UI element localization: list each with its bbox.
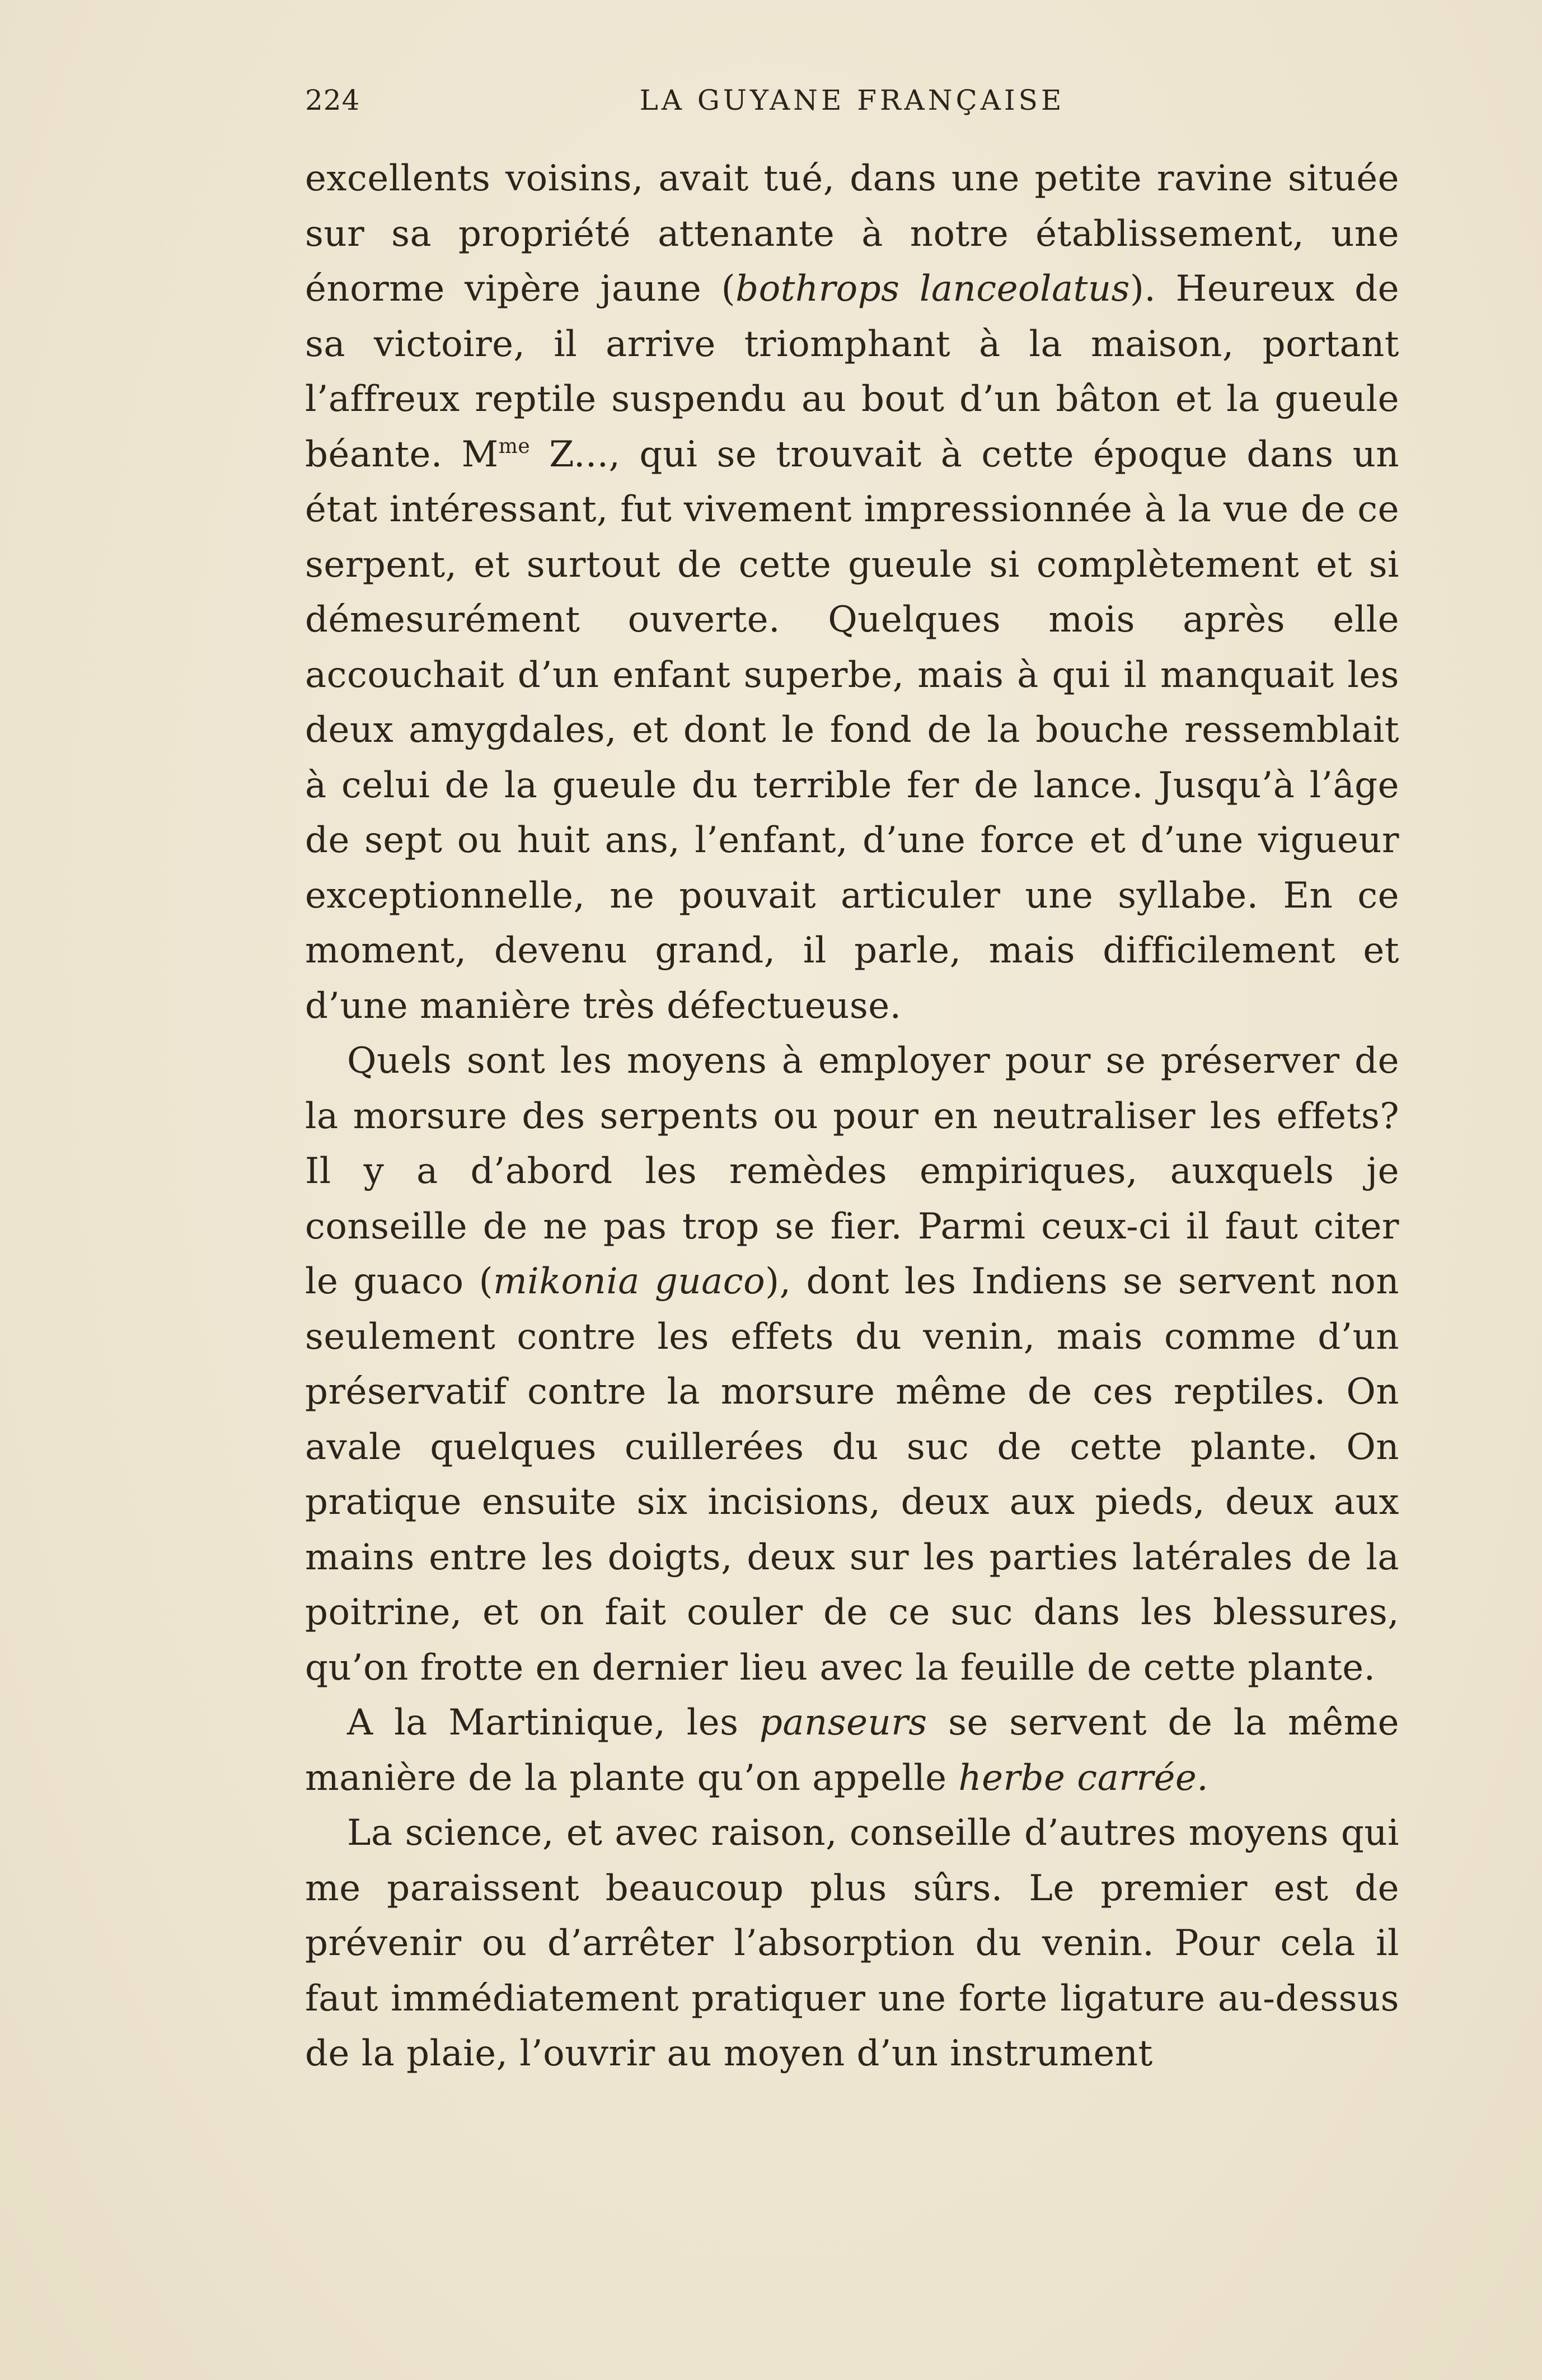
paragraph-2	[305, 1034, 1399, 1695]
paragraph-1-text-d: Z..., qui se trouvait à cette époque dans un état intéressant, fut vivement impressionnée à la vue de ce serpent, et surtout de cette gueule si complètement et si démesurément ouverte. Quelques mois après elle accouchait d’un enfant superbe, mais à qui il manquait les deux amygdales, et dont le fond de la bouche ressemblait à celui de la gueule du terrible fer de lance. Jusqu’à l’âge de sept ou huit ans, l’enfant, d’une force et d’une vigueur exceptionnelle, ne pouvait articuler une syllabe. En ce moment, devenu grand, il parle, mais difficilement et d’une manière très défectueuse.	[305, 433, 1400, 1027]
paragraph-1	[305, 151, 1399, 1034]
paragraph-1-text-c: ). Heureux de sa victoire, il arrive triomphant à la maison, portant l’affreux reptile suspendu au bout d’un bâton et la gueule béante. M	[305, 268, 1400, 475]
paragraph-2-text-c: ), dont les Indiens se servent non seulement contre les effets du venin, mais comme d’un préservatif contre la morsure même de ces reptiles. On avale quelques cuillerées du suc de cette plante. On pratique ensuite six incisions, deux aux pieds, deux aux mains entre les doigts, deux sur les parties latérales de la poitrine, et on fait couler de ce suc dans les blessures, qu’on frotte en dernier lieu avec la feuille de cette plante.	[305, 1261, 1400, 1689]
running-title: LA GUYANE FRANÇAISE	[639, 84, 1065, 116]
herbe-carree-term: herbe carrée.	[958, 1757, 1209, 1799]
paragraph-2-text-a: Quels sont les moyens à employer pour se préserver de la morsure des serpents ou pour en neutraliser les effets? Il y a d’abord les remèdes empiriques, auxquels je conseille de ne pas trop se fier. Parmi ceux-ci il faut citer le guaco (	[305, 1040, 1399, 1302]
paragraph-3-text-c: se servent de la même manière de la plante qu’on appelle	[305, 1702, 1400, 1799]
plant-name: mikonia guaco	[493, 1261, 766, 1302]
species-name: bothrops lanceolatus	[735, 268, 1130, 310]
paragraph-3	[305, 1695, 1399, 1806]
title-superscript: me	[498, 434, 531, 458]
paragraph-3-text-a: A la Martinique, les	[347, 1702, 760, 1743]
paragraph-4-text-a: La science, et avec raison, conseille d’autres moyens qui me paraissent beaucoup plus sûrs. Le premier est de prévenir ou d’arrêter l’absorption du venin. Pour cela il faut immédiatement pratiquer une forte ligature au-dessus de la plaie, l’ouvrir au moyen d’un instrument	[305, 1812, 1399, 2074]
panseurs-term: panseurs	[759, 1702, 927, 1743]
page-number: 224	[305, 84, 360, 116]
page-header	[305, 84, 1399, 123]
body-text	[305, 151, 1399, 2082]
paragraph-1-text-a: excellents voisins, avait tué, dans une petite ravine située sur sa propriété attenante à notre établissement, une énorme vipère jaune (	[305, 158, 1399, 310]
paragraph-4	[305, 1806, 1399, 2082]
